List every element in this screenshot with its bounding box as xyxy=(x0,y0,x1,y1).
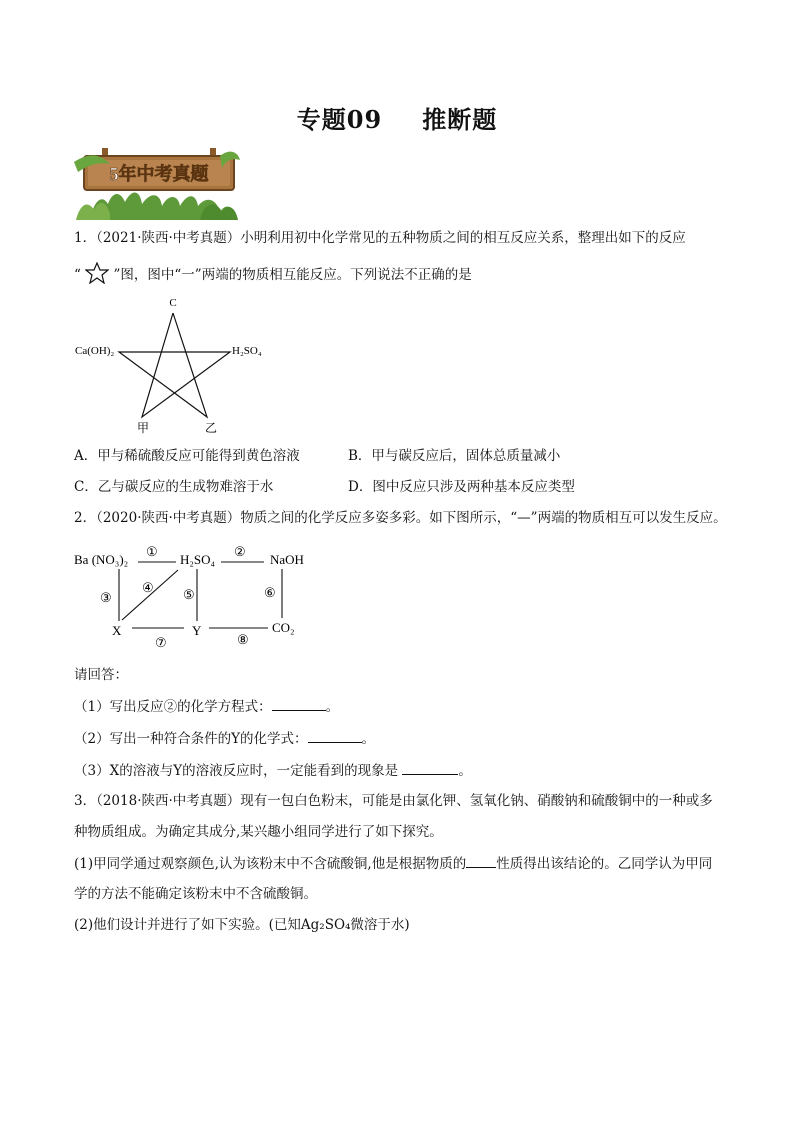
q2-sub2-text: （2）写出一种符合条件的Y的化学式： xyxy=(74,731,308,747)
q2-ba-no3: Ba (NO₃)₂ xyxy=(74,552,129,567)
q2-num-5: ⑤ xyxy=(183,587,195,602)
q1-star-diagram xyxy=(70,292,280,440)
q2-num-3: ③ xyxy=(100,590,112,605)
q1-option-b: B．甲与碳反应后，固体总质量减小 xyxy=(348,448,561,464)
page-title xyxy=(0,100,794,135)
q2-sub2 xyxy=(74,728,375,749)
star-label-yi: 乙 xyxy=(205,421,218,435)
q1-stem-line2 xyxy=(74,262,472,285)
q2-prompt: 请回答： xyxy=(74,667,128,683)
q1-option-d: D．图中反应只涉及两种基本反应类型 xyxy=(348,479,575,495)
q2-sub3-text: （3）X的溶液与Y的溶液反应时，一定能看到的现象是 xyxy=(74,763,399,779)
q1-quote-open: “ xyxy=(74,267,81,283)
q2-h2so4: H₂SO₄ xyxy=(180,552,216,567)
section-banner xyxy=(70,142,240,220)
star-label-h2so4: H₂SO₄ xyxy=(232,345,262,357)
q2-sub3 xyxy=(74,760,472,781)
q2-sub1-text: （1）写出反应②的化学方程式： xyxy=(74,699,272,715)
star-lines xyxy=(119,313,230,417)
q2-stem: 2．（2020·陕西·中考真题）物质之间的化学反应多姿多彩。如下图所示，“—”两端的物质相互可以发生反应。 xyxy=(74,510,727,526)
q1-option-a: A．甲与稀硫酸反应可能得到黄色溶液 xyxy=(74,448,300,464)
banner-text: 5年中考真题 xyxy=(109,164,209,184)
q3-part1 xyxy=(74,853,712,874)
q2-diagram-lines xyxy=(119,562,282,628)
q2-sub1-blank[interactable] xyxy=(272,696,326,711)
banner-graphic xyxy=(70,142,240,220)
q1-stem-line1: 1．（2021·陕西·中考真题）小明利用初中化学常见的五种物质之间的相互反应关系，整理出如下的反应 xyxy=(74,230,686,246)
q3-part1-cont: 学的方法不能确定该粉末中不含硫酸铜。 xyxy=(74,886,317,902)
q2-sub2-end: 。 xyxy=(361,731,376,747)
q2-num-6: ⑥ xyxy=(264,585,276,600)
q2-sub3-blank[interactable] xyxy=(402,760,458,775)
q2-num-7: ⑦ xyxy=(155,635,167,650)
star-label-c: C xyxy=(169,297,177,309)
q2-reaction-diagram xyxy=(70,538,320,650)
q2-naoh: NaOH xyxy=(270,552,304,567)
q3-stem-line1: 3．（2018·陕西·中考真题）现有一包白色粉末，可能是由氯化钾、氢氧化钠、硝酸钠和硫酸铜中的一种或多 xyxy=(74,793,713,809)
title-main: 专题09 xyxy=(296,105,383,134)
title-sub: 推断题 xyxy=(422,105,498,134)
q2-sub3-end: 。 xyxy=(458,763,472,779)
q2-num-4: ④ xyxy=(142,580,154,595)
q3-stem-line2: 种物质组成。为确定其成分,某兴趣小组同学进行了如下探究。 xyxy=(74,824,443,840)
q1-option-c: C．乙与碳反应的生成物难溶于水 xyxy=(74,479,274,495)
q2-sub2-blank[interactable] xyxy=(308,728,362,743)
q2-num-1: ① xyxy=(146,544,158,559)
q2-x: X xyxy=(112,623,122,638)
q2-co2: CO₂ xyxy=(272,620,295,635)
q2-sub1-end: 。 xyxy=(325,699,340,715)
q2-sub1 xyxy=(74,696,339,717)
star-label-caoh2: Ca(OH)₂ xyxy=(75,345,115,357)
q3-part1-text-b: 性质得出该结论的。乙同学认为甲同 xyxy=(496,856,713,872)
q3-part1-blank[interactable] xyxy=(466,853,496,868)
star-label-jia: 甲 xyxy=(137,421,150,435)
q2-y: Y xyxy=(192,623,202,638)
q2-num-2: ② xyxy=(234,544,246,559)
q3-part1-text-a: (1)甲同学通过观察颜色,认为该粉末中不含硫酸铜,他是根据物质的 xyxy=(74,856,467,872)
q2-num-8: ⑧ xyxy=(237,632,249,647)
q3-part2: (2)他们设计并进行了如下实验。(已知Ag₂SO₄微溶于水) xyxy=(74,917,410,933)
q1-stem-rest: ”图，图中“一”两端的物质相互能反应。下列说法不正确的是 xyxy=(113,267,472,283)
star-icon xyxy=(85,262,109,284)
